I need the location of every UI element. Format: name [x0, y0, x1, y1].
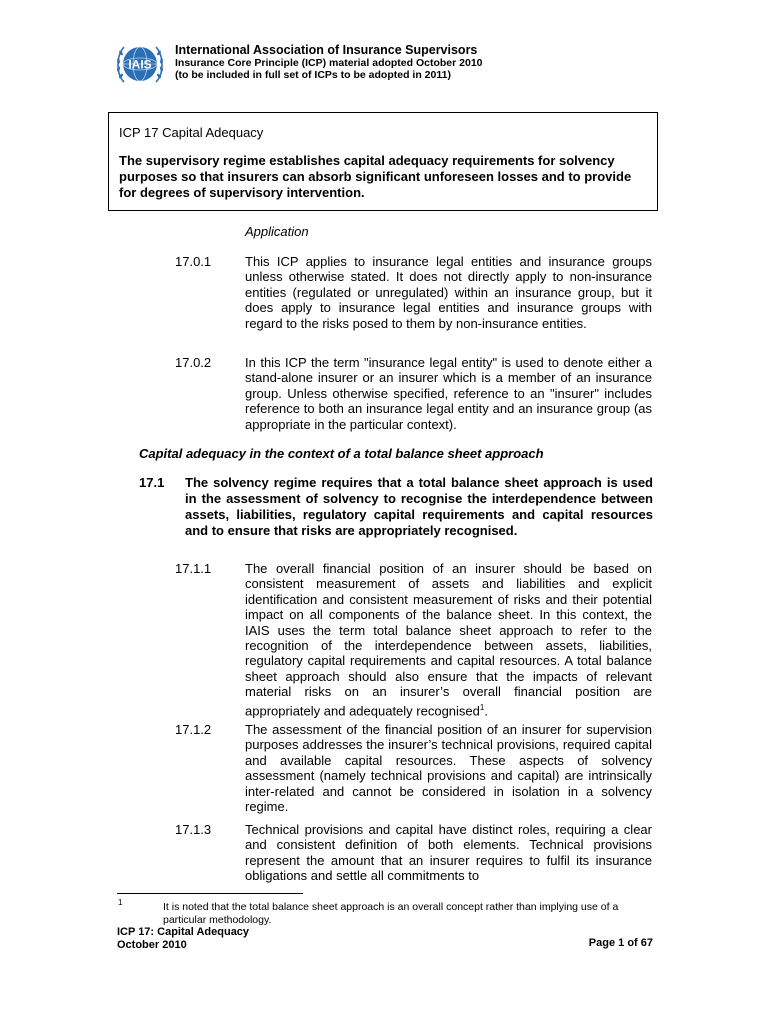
- icp-statement: The supervisory regime establishes capital adequacy requirements for solvency purposes so that insurers can absorb significant unforeseen losses and to provide for degrees of supervisory intervention.: [119, 153, 632, 200]
- iais-logo: [114, 38, 166, 90]
- paragraph-number: 17.0.2: [175, 355, 212, 370]
- svg-text:IAIS: IAIS: [128, 57, 152, 72]
- footnote-mark: 1: [118, 898, 123, 907]
- page-number: Page 1 of 67: [588, 937, 653, 949]
- paragraph-text: The assessment of the financial position of an insurer for supervision purposes addresses the insurer’s technical provisions, required capital and available capital resources. These aspects of solvency assessment (namely technical provisions and capital) are intrinsically inter-related and cannot be considered in isolation in a solvency regime.: [245, 722, 652, 815]
- paragraph-text: In this ICP the term "insurance legal entity" is used to denote either a stand-alone insurer or an insurer which is a member of an insurance group. Unless otherwise specified, reference to an "insurer" includes reference to both an insurance legal entity and an insurance group (as appropriate in the particular context).: [245, 355, 652, 432]
- icp-title: ICP 17 Capital Adequacy: [119, 125, 264, 140]
- header-line-3: (to be included in full set of ICPs to be adopted in 2011): [175, 69, 451, 82]
- footnote-rule: [117, 893, 303, 894]
- icp-statement-box: [108, 112, 658, 211]
- document-header: [175, 43, 483, 82]
- paragraph-number: 17.1.1: [175, 561, 212, 576]
- header-line-2: Insurance Core Principle (ICP) material adopted October 2010: [175, 57, 483, 70]
- footer-date: October 2010: [117, 939, 187, 951]
- paragraph-number: 17.1.2: [175, 722, 212, 737]
- footnote-ref[interactable]: 1: [479, 702, 485, 712]
- paragraph-number: 17.1.3: [175, 822, 212, 837]
- application-heading: Application: [245, 224, 309, 239]
- paragraph-number: 17.1: [139, 475, 165, 490]
- org-name: International Association of Insurance Supervisors: [175, 43, 478, 57]
- paragraph-text: The solvency regime requires that a total balance sheet approach is used in the assessment of solvency to recognise the interdependence between assets, liabilities, regulatory capital requirements and capital resources and to ensure that risks are appropriately recognised.: [185, 475, 653, 538]
- section-heading: Capital adequacy in the context of a total balance sheet approach: [139, 446, 544, 461]
- footnote-text: It is noted that the total balance sheet approach is an overall concept rather than implying use of a particular methodology.: [163, 901, 619, 926]
- paragraph-text: This ICP applies to insurance legal entities and insurance groups unless otherwise stated. It does not directly apply to non-insurance entities (regulated or unregulated) within an insurance group, but it does apply to insurance legal entities and insurance groups with regard to the risks posed to them by non-insurance entities.: [245, 254, 652, 331]
- footer: [117, 926, 249, 952]
- paragraph-text: The overall financial position of an insurer should be based on consistent measurement of assets and liabilities and explicit identification and consistent measurement of risks and their potential impact on all components of the balance sheet. In this context, the IAIS uses the term total balance sheet approach to refer to the recognition of the interdependence between assets, liabilities, regulatory capital requirements and capital resources. A total balance sheet approach should also ensure that the impacts of relevant material risks on an insurer’s overall financial position are appropriately and adequately recognised$^1$.: [245, 561, 652, 718]
- footer-title: ICP 17: Capital Adequacy: [117, 926, 250, 938]
- paragraph-text: Technical provisions and capital have distinct roles, requiring a clear and consistent definition of both elements. Technical provisions represent the amount that an insurer requires to fulfil its insurance obligations and settle all commitments to: [245, 822, 652, 884]
- paragraph-number: 17.0.1: [175, 254, 212, 269]
